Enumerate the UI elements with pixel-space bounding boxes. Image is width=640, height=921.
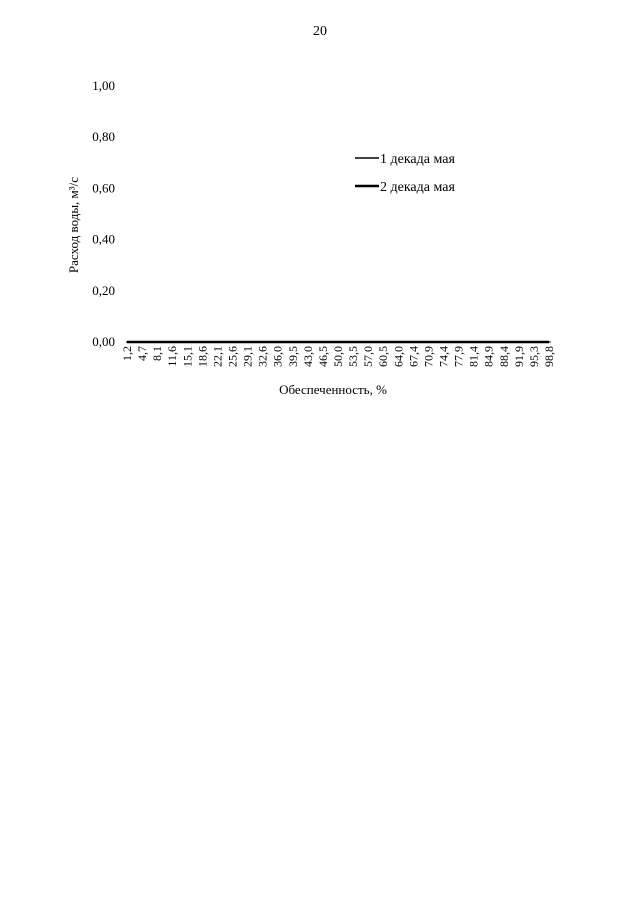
x-tick-label: 67,4 <box>406 346 421 367</box>
y-tick-label: 0,00 <box>92 334 115 349</box>
x-tick-label: 8,1 <box>150 346 165 361</box>
x-tick-label: 29,1 <box>240 346 255 367</box>
x-axis-tick-labels <box>120 346 556 367</box>
legend-label: 2 декада мая <box>380 180 455 195</box>
x-tick-label: 53,5 <box>346 346 361 367</box>
y-axis-label: Расход воды, м³/с <box>66 176 81 274</box>
x-tick-label: 88,4 <box>496 346 511 367</box>
x-tick-label: 98,8 <box>542 346 556 367</box>
x-tick-label: 46,5 <box>315 346 330 367</box>
x-tick-label: 50,0 <box>331 346 345 367</box>
y-tick-label: 0,40 <box>92 231 115 247</box>
x-tick-label: 57,0 <box>361 346 376 367</box>
x-tick-label: 64,0 <box>391 346 406 367</box>
x-tick-label: 74,4 <box>436 346 451 367</box>
x-tick-label: 32,6 <box>255 346 270 367</box>
x-tick-label: 22,1 <box>210 346 225 367</box>
y-tick-label: 0,60 <box>92 180 115 196</box>
x-tick-label: 25,6 <box>225 346 240 367</box>
x-tick-label: 39,5 <box>285 346 300 367</box>
x-tick-label: 18,6 <box>195 346 210 367</box>
x-tick-label: 36,0 <box>270 346 285 367</box>
y-tick-label: 0,80 <box>92 129 115 145</box>
legend-label: 1 декада мая <box>380 152 455 167</box>
x-tick-label: 95,3 <box>526 346 541 367</box>
y-axis-tick-labels <box>92 78 115 349</box>
y-tick-label: 0,20 <box>92 282 115 298</box>
page-number: 20 <box>313 24 327 39</box>
x-tick-label: 1,2 <box>120 346 134 361</box>
x-tick-label: 91,9 <box>511 346 526 367</box>
x-tick-label: 84,9 <box>481 346 496 367</box>
x-tick-label: 81,4 <box>466 346 481 367</box>
x-axis-label: Обеспеченность, % <box>279 382 387 397</box>
x-tick-label: 43,0 <box>300 346 315 367</box>
x-tick-label: 4,7 <box>135 346 150 361</box>
x-tick-label: 70,9 <box>421 346 436 367</box>
y-tick-label: 1,00 <box>92 78 115 93</box>
x-tick-label: 60,5 <box>376 346 391 367</box>
x-tick-label: 11,6 <box>165 346 180 367</box>
x-tick-label: 15,1 <box>180 346 195 367</box>
legend <box>355 152 455 195</box>
x-tick-label: 77,9 <box>451 346 466 367</box>
